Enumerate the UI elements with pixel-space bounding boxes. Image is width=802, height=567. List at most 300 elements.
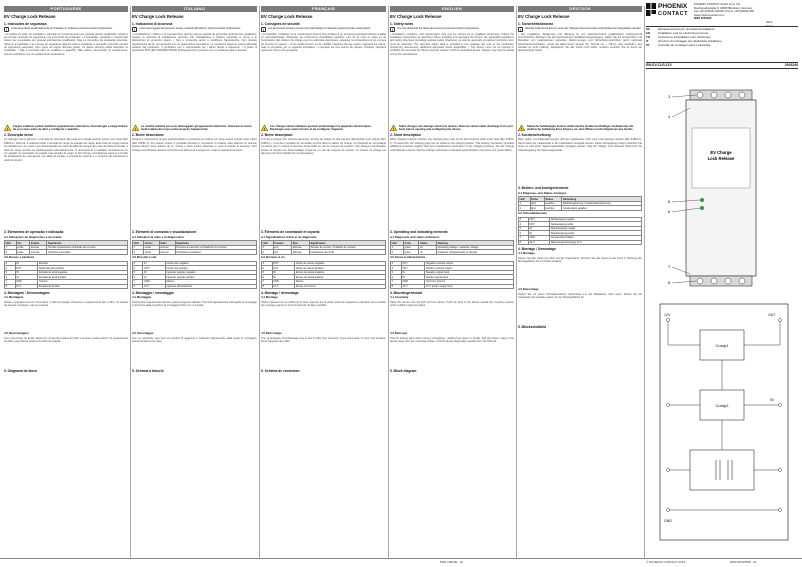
block-label: Comp2 bbox=[715, 403, 729, 408]
callout-number: 5 bbox=[668, 199, 671, 204]
table-row bbox=[391, 284, 514, 289]
body-text: Instale o equipamento por cima sobre o trilho de fixação. Pressione o equipamento até o trilho, no sentido da área de montagem, até se encaixar. bbox=[4, 300, 128, 308]
table-head: État bbox=[292, 241, 310, 246]
table-cell: IN bbox=[15, 270, 38, 275]
body-text: Durante il caricamento di auto elettriche/ibride il connettore di ricarica non deve essere estratto sotto carico (IEC 61851-1). Per questo motivo è possibile bloccare il connettore di ricarica nella stazione di ricarica. Questo blocco viene attivato da un motore e deve essere sbloccato in caso di caduta di tensione. L'EV Charge Lock Release assume la funzione di sblocco di emergenza in caso di caduta di tensione. bbox=[132, 138, 257, 152]
section-elements: 3. Elementi di comando e visualizzazione bbox=[132, 230, 197, 235]
section-safety: 1. Indicazioni di sicurezza bbox=[132, 21, 173, 26]
table-cell: OUT bbox=[272, 261, 295, 266]
table-cell: vert bbox=[273, 245, 292, 250]
table-cell: 1 bbox=[133, 245, 144, 250]
subsection: 4.1 Assembly bbox=[390, 295, 409, 300]
table-cell: grün bbox=[530, 201, 544, 206]
terminal-table bbox=[390, 261, 514, 290]
table-cell: 1 bbox=[5, 245, 17, 250]
table-cell: Spannungsversorgung 12 V bbox=[550, 240, 642, 245]
section-safety: 1. Safety notes bbox=[390, 21, 414, 26]
table-head: LED bbox=[519, 197, 531, 202]
table-caption: 3.2 Bornes e parafuso bbox=[4, 254, 35, 259]
table-cell: verde bbox=[16, 245, 30, 250]
table-cell: IN bbox=[401, 270, 425, 275]
info-icon: i bbox=[520, 27, 521, 32]
table-cell: 12 V bbox=[528, 240, 549, 245]
info-note bbox=[261, 27, 386, 32]
table-cell: green bbox=[403, 245, 419, 250]
table-cell: GND bbox=[143, 279, 166, 284]
warning-text: Statische Aufladungen können elektronische Geräte beschädigen. Entladen Sie die elektrische Aufladung Ihres Körpers vor dem Öffnen und Konfigurieren des Geräts. bbox=[527, 124, 634, 131]
device-drawing bbox=[650, 88, 798, 288]
device-label: Lock Release bbox=[707, 156, 735, 161]
warning-text: Static charges can damage electronic devices. Remove electrostatic discharge from your body before opening and configuring the device. bbox=[399, 124, 513, 131]
table-cell: Signaleingang negativ bbox=[550, 226, 642, 231]
table-cell: Conducteur raccordé bbox=[309, 250, 385, 255]
table-cell: 3 bbox=[519, 217, 529, 222]
table-cell: IN bbox=[272, 275, 295, 280]
body-text: • L'installazione, l'utilizzo e la manutenzione devono essere eseguiti da personale elettrotecnico qualificato. Seguire le istruzioni di installazione descritte. Per l'installazione e l'utilizzo rispettare le norme e le disposizioni di sicurezza vigenti. • Non è consentito aprire o modificare l'apparecchio. Non riparare l'apparecchio da sé, ma sostituirlo con un apparecchio equivalente. Le riparazioni possono essere effettuate soltanto dal produttore. Il produttore non è responsabile per i danni dovuti a violazione. • Il grado di protezione IP20 (IEC 60529/EN 60529) dell'apparecchio è previsto per un ambiente pulito e asciutto. bbox=[132, 32, 257, 53]
table-cell: 8 bbox=[262, 284, 273, 289]
table-cell: Kondensator geladen bbox=[562, 206, 642, 211]
body-text: Place the device onto the DIN rail from above. Push the front of the device toward the mounting surface until it audibly snaps into place. bbox=[390, 300, 514, 308]
warning-icon bbox=[518, 125, 525, 131]
body-text: Ao carregar carros elétricos, a tomada de carrocaria não pode ser retirada quando estiver sob carga (IEC 61851-1). Para tal, é possível travar a tomada de carga na estação de carga. Esta trava de carga precisa ser ativada com um motor e ser desbloqueada em caso de falha de energia. Em caso de falha da tensão, a trava de carga precisa ser desbloqueada automaticamente. O acionamento é realizado normalmente por um atuador no controlador do estado e da estação de carga. O EV Charge Lock Release assume a função de desbloqueio de emergência com falha da tensão. A entrada de controle e o conector são acessíveis a partir do interior. bbox=[4, 138, 128, 162]
svg-text:!: ! bbox=[6, 125, 9, 131]
table-cell: leuchtet bbox=[544, 201, 562, 206]
article-number: 2903246 bbox=[784, 63, 798, 68]
page-footer bbox=[0, 558, 802, 567]
table-cell: 5 bbox=[262, 270, 273, 275]
table-cell: 4 bbox=[262, 266, 273, 271]
table-cell: 5 bbox=[133, 270, 143, 275]
info-note bbox=[132, 27, 257, 32]
table-cell: IN bbox=[15, 275, 38, 280]
table-cell: Entrée de signal négative bbox=[295, 270, 386, 275]
terminal-table bbox=[4, 261, 128, 290]
section-mounting: 4. Montage / démontage bbox=[261, 291, 299, 296]
callout-number: 6 bbox=[668, 209, 671, 214]
table-row bbox=[133, 250, 257, 255]
svg-text:!: ! bbox=[392, 125, 395, 131]
info-note bbox=[518, 27, 642, 32]
table-cell: 2 bbox=[262, 250, 274, 255]
section-safety: 1. Instruções de segurança bbox=[4, 21, 47, 26]
table-head: Cor bbox=[16, 241, 30, 246]
info-icon: i bbox=[392, 27, 393, 32]
table-caption: 3.1 Indicatori di stato e di diagnostica bbox=[132, 234, 184, 239]
body-text: Beim Laden von Elektrofahrzeugen darf der Ladestecker nicht unter Last gezogen werden (IEC 61851-1). Hierzu kann der Ladestecker in der Ladestation verriegelt werden. Diese Verriegelung erfolgt motorisch und muss im Fall eines Spannungsausfalls entriegelt werden. Das EV Charge Lock Release übernimmt die Notentriegelung bei Spannungsausfall. bbox=[518, 138, 642, 152]
section-description: 2. Breve descrizione bbox=[132, 133, 164, 138]
body-text: Pull the locking latch down using a screwdriver, needle-nose pliers or similar. Pull the bottom edge of the device away from the mounting surface. Pull the device diagonally upwards from the DIN rail. bbox=[390, 336, 514, 343]
body-text: Posizionare l'apparecchio dal lato guida di supporto dall'alto. Premere l'apparecchio sulla guida di montaggio in direzione della superficie di montaggio finché non si innesta. bbox=[132, 300, 257, 308]
section-mounting: 4. Mounting/removal bbox=[390, 291, 423, 296]
table-cell: on bbox=[419, 250, 437, 255]
led-1 bbox=[700, 198, 704, 202]
column-divider bbox=[644, 6, 645, 558]
table-cell: Sortie de réseau positive bbox=[295, 266, 386, 271]
table-cell: leuchtet bbox=[544, 206, 562, 211]
table-caption: 3.1 Diagnostic and status indicators bbox=[390, 234, 440, 239]
block-diagram bbox=[650, 300, 798, 550]
table-cell: IN bbox=[528, 231, 549, 236]
svg-text:!: ! bbox=[134, 125, 137, 131]
table-cell: allumée bbox=[292, 250, 310, 255]
table-cell: 5 bbox=[5, 270, 16, 275]
doc-title: EV Charge Lock Release bbox=[390, 14, 442, 19]
svg-text:!: ! bbox=[520, 125, 523, 131]
table-cell: allumée bbox=[292, 245, 310, 250]
table-cell: Negative signal input bbox=[425, 270, 514, 275]
table-cell: Sortie de réseau négative bbox=[295, 261, 386, 266]
table-cell: Positive signal input bbox=[425, 275, 514, 280]
section-description: 2. Descrição breve bbox=[4, 133, 34, 138]
logo-text: PHOENIX bbox=[658, 3, 688, 10]
section-description: 2. Brève description bbox=[261, 133, 293, 138]
table-head: Farbe bbox=[530, 197, 544, 202]
document-header bbox=[646, 2, 798, 82]
phoenix-contact-logo bbox=[646, 2, 690, 24]
table-caption: 3.1 Indicações de diagnóstico e de estado bbox=[4, 234, 62, 239]
table-cell: 12 V bbox=[143, 284, 166, 289]
language-row: PT Instrução de montagem para o eletricista bbox=[646, 42, 711, 47]
table-cell: verde bbox=[144, 250, 160, 255]
table-cell: Massa bbox=[165, 279, 256, 284]
callout-number: 4 bbox=[668, 114, 671, 119]
table-row bbox=[262, 250, 386, 255]
subsection: 4.2 Smontaggio bbox=[132, 330, 154, 335]
table-cell: Uscita rete positiva bbox=[165, 266, 256, 271]
table-head: LED bbox=[5, 241, 17, 246]
section-elements: 3. Éléments de commande et voyants bbox=[261, 230, 320, 235]
section-mounting: 4. Montage / Demontage bbox=[518, 247, 556, 252]
warning bbox=[261, 125, 386, 132]
table-cell: Tensione di esercizio e limitazione di corrente bbox=[175, 245, 256, 250]
info-note bbox=[4, 27, 128, 32]
body-text: Con un cacciavite, fare leva sul piedino di aggancio e sollevare l'apparecchio dalla guida di montaggio, quindi estrarlo verso l'alto. bbox=[132, 336, 257, 343]
table-head: Estado bbox=[30, 241, 47, 246]
led-table bbox=[132, 240, 257, 255]
table-cell: Conduttore conduttore bbox=[175, 250, 256, 255]
table-caption: 3.2 Schraubklemmen bbox=[518, 210, 547, 215]
warning-text: Le cariche statiche possono danneggiare gli apparecchi elettronici. Scaricare la carica elettrostatica del corpo prima di aprire l'apparecchio. bbox=[141, 124, 252, 131]
footer-copyright: © PHOENIX CONTACT 2013 bbox=[646, 560, 686, 564]
lang-header: FRANÇAIS bbox=[261, 6, 386, 12]
body-text: Placer l'appareil sur le profilé par le haut. Appuyer sur la partie avant de l'appareil en direction de la surface de montage jusqu'à ce qu'il s'enclenche de façon audible. bbox=[261, 300, 386, 308]
led-2 bbox=[700, 206, 704, 210]
table-head: Significato bbox=[175, 241, 256, 246]
section-elements: 3. Operating and indicating elements bbox=[390, 230, 448, 235]
table-caption: 3.2 Screw terminal blocks bbox=[390, 254, 426, 259]
table-cell: 8 bbox=[133, 284, 143, 289]
table-cell: Negative network output bbox=[425, 261, 514, 266]
table-cell: Saída da rede positiva bbox=[38, 266, 128, 271]
company-address bbox=[694, 3, 773, 28]
table-cell: Gemeinsame Masse bbox=[550, 235, 642, 240]
table-cell: OUT bbox=[401, 266, 425, 271]
doc-title: EV Charge Lock Release bbox=[132, 14, 184, 19]
warning-icon bbox=[4, 125, 11, 131]
table-cell: OUT bbox=[401, 261, 425, 266]
lang-header: DEUTSCH bbox=[518, 6, 642, 12]
table-cell: 2 bbox=[5, 250, 17, 255]
info-note-text: You can download the latest documents at phoenixcontact.net/products. bbox=[397, 26, 480, 30]
terminal-label: 12V bbox=[664, 313, 671, 317]
column-english bbox=[390, 6, 514, 558]
column-divider bbox=[259, 6, 260, 558]
table-cell: Entrada de sinal positiva bbox=[38, 275, 128, 280]
table-row bbox=[519, 240, 642, 245]
table-cell: Entrada de sinal negativa bbox=[38, 270, 128, 275]
column-divider bbox=[516, 6, 517, 558]
table-caption: 3.1 Signalisations d'état et de diagnostic bbox=[261, 234, 317, 239]
block-capacitor-bank bbox=[690, 450, 754, 490]
terminal-table bbox=[132, 261, 257, 290]
body-text: Setzen Sie das Gerät von oben auf die Tragschiene. Drücken Sie das Gerät an der Front in Richtung der Montagefläche bis es hörbar einrastet. bbox=[518, 256, 642, 264]
table-head: Significado bbox=[47, 241, 128, 246]
table-cell: 6 bbox=[519, 231, 529, 236]
warning-icon bbox=[132, 125, 139, 131]
table-cell: 3 bbox=[262, 261, 273, 266]
column-portuguese bbox=[4, 6, 128, 558]
info-icon: i bbox=[263, 27, 264, 32]
language-row: DE Einbauanweisung für den Elektroinstallateur bbox=[646, 27, 715, 31]
subsection: 4.1 Montage bbox=[261, 295, 278, 300]
table-cell: 12 V power supply input bbox=[425, 284, 514, 289]
section-block-diagram: 5. Schema a blocchi bbox=[132, 368, 164, 373]
lang-header: ENGLISH bbox=[390, 6, 514, 12]
table-cell: acceso bbox=[159, 250, 175, 255]
article-name: EM-EV-CLR-12V bbox=[646, 63, 672, 68]
table-row bbox=[133, 284, 257, 289]
table-cell: 2 bbox=[133, 250, 144, 255]
table-cell: Netzausgang positiv bbox=[550, 222, 642, 227]
svg-text:!: ! bbox=[263, 125, 266, 131]
body-text: • L'installation, l'utilisation et la maintenance doivent être confiées à un personnel spécialisé dûment qualifié en électrotechnique. Respecter les instructions d'installation décrites. Lors de la mise en place et de l'exploitation des stations de charge pour les véhicules électriques, respecter les dispositions et les normes de sécurité en vigueur. • Il est interdit d'ouvrir ou de modifier l'appareil. Ne pas réparer l'appareil soi-même, mais le remplacer par un appareil équivalent. • L'appareil est une source de risques. Protégez l'appareil contre les chocs et la poussière. bbox=[261, 32, 386, 53]
warning bbox=[518, 125, 642, 132]
section-safety: 1. Sicherheitshinweise bbox=[518, 21, 554, 26]
table-caption: 3.1 Diagnose- und Status-Anzeigen bbox=[518, 190, 567, 195]
table-cell: 3 bbox=[391, 261, 402, 266]
table-cell: Signaleingang positiv bbox=[550, 231, 642, 236]
info-note-text: Aktuelle Dokumente können unter der Adresse phoenixcontact.net/produkte heruntergeladen werden. bbox=[525, 26, 642, 30]
subsection: 4.1 Montage bbox=[518, 251, 535, 256]
table-cell: acende bbox=[30, 245, 47, 250]
table-head: Stato bbox=[159, 241, 175, 246]
table-cell: Entrée de signal positive bbox=[295, 275, 386, 280]
column-italian bbox=[132, 6, 257, 558]
table-cell: Capacitor charged/ready to operate bbox=[437, 250, 514, 255]
table-cell: Tension de service / limitation de courant bbox=[309, 245, 385, 250]
column-divider bbox=[388, 6, 389, 558]
table-cell: 5 bbox=[391, 270, 402, 275]
company-phone: Fax +49-(0)5235-341200, Phone +49-(0)5235-300 bbox=[694, 10, 754, 13]
section-description: 2. Kurzbeschreibung bbox=[518, 133, 551, 138]
table-cell: 8 bbox=[519, 240, 529, 245]
info-icon: i bbox=[134, 27, 135, 32]
section-description: 2. Short description bbox=[390, 133, 421, 138]
table-cell: 7 bbox=[391, 279, 402, 284]
table-cell: Ground bbox=[38, 279, 128, 284]
table-row bbox=[5, 250, 128, 255]
table-cell: Tensão operacional e limitação de corrente bbox=[47, 245, 128, 250]
subsection: 4.1 Montagem bbox=[4, 295, 24, 300]
table-cell: Common ground bbox=[425, 279, 514, 284]
section-elements: 3. Bedien- und Anzeigeelemente bbox=[518, 186, 569, 191]
footer-dnr: DNR 83137508 - 01 bbox=[730, 560, 757, 564]
table-cell: IN bbox=[143, 275, 166, 280]
terminal-table bbox=[518, 217, 642, 246]
table-caption: 3.2 Borniers à vis bbox=[261, 254, 285, 259]
table-cell: 1 bbox=[519, 201, 531, 206]
table-cell: Uscita rete negativa bbox=[165, 261, 256, 266]
logo-icon bbox=[646, 3, 657, 21]
table-cell: OUT bbox=[528, 217, 549, 222]
table-cell: 7 bbox=[519, 235, 529, 240]
table-cell: 6 bbox=[262, 275, 273, 280]
table-cell: 7 bbox=[133, 279, 143, 284]
section-safety: 1. Consignes de sécurité bbox=[261, 21, 300, 26]
subsection: 4.2 Démontage bbox=[261, 330, 282, 335]
section-mounting: 4. Montagem / Desmontagem bbox=[4, 291, 50, 296]
table-cell: OUT bbox=[15, 266, 38, 271]
callout-number: 3 bbox=[668, 94, 671, 99]
language-row: IT Istruzioni di montaggio per l'elettricista installatore bbox=[646, 38, 722, 43]
table-cell: 6 bbox=[391, 275, 402, 280]
table-cell: Betriebsspannung / Kondensatorspannung bbox=[562, 201, 642, 206]
lang-header: PORTUGUÊSE bbox=[4, 6, 128, 12]
table-cell: Entrada bbox=[38, 261, 128, 266]
table-cell: Ingresso alimentazione bbox=[165, 284, 256, 289]
block-label: Comp1 bbox=[715, 343, 729, 348]
table-head: Status bbox=[419, 241, 437, 246]
section-block-diagram: 5. Schéma de connexion bbox=[261, 368, 300, 373]
table-row bbox=[519, 206, 642, 211]
table-cell: 8 bbox=[391, 284, 402, 289]
table-cell: 7 bbox=[262, 279, 273, 284]
body-text: When charging electric vehicles, the charging plug must not be disconnected while under load (IEC 61851-1). To avoid this, the charging plug can be locked in the charging station. This locking mechanism provides additional protection against theft and unauthorized interruption of the charging process. The EV Charge Lock Release ensures that the locking mechanism is released automatically in the event of a power failure. bbox=[390, 138, 514, 152]
body-text: • Die Installation, Bedienung und Wartung ist von elektrotechnisch qualifiziertem Fachpersonal durchzuführen. Befolgen Sie die beschriebenen Installationsanweisungen. Halten Sie die bei Errichten und Betreiben von Ladestationen geltenden Bestimmungen und Sicherheitsvorschriften (auch nationale Sicherheitsvorschriften), sowie die allgemeinen Regeln der Technik ein. • Öffnen oder Verändern des Gerätes ist nicht zulässig. Reparieren Sie das Gerät nicht selbst, sondern ersetzen Sie es durch ein gleichwertiges Gerät. bbox=[518, 32, 642, 53]
body-text: Lors de la charge d'un véhicule électrique, la fiche de charge ne doit pas être débranchée sous charge (IEC 61851-1). Il est donc possible de verrouiller la fiche dans la station de charge. Ce dispositif de verrouillage est activé par un moteur et doit être déverrouillé en cas de coupure de courant. L'EV Charge Lock Release assure la fonction de déverrouillage d'urgence en cas de coupure de tension. Le réseau de charge est alimenté par l'intermédiaire de condensateurs. bbox=[261, 138, 386, 155]
led-table bbox=[518, 196, 642, 211]
table-cell: 5 bbox=[519, 226, 529, 231]
table-row bbox=[262, 284, 386, 289]
terminal-table bbox=[261, 261, 386, 290]
lang-header: ITALIANO bbox=[132, 6, 257, 12]
table-row bbox=[391, 250, 514, 255]
table-cell: OUT bbox=[528, 222, 549, 227]
logo-text: CONTACT bbox=[658, 11, 688, 17]
table-head: Colore bbox=[144, 241, 160, 246]
subsection: 4.2 Demontage bbox=[518, 286, 539, 291]
warning-text: Cargas estáticas podem danificar equipamentos eletrônicos. Descarregar a carga elétrica de seu corpo antes de abrir e configurar o aparelho. bbox=[13, 124, 128, 131]
table-cell: IN bbox=[528, 226, 549, 231]
company-street: Flachsmarktstraße 8, 32825 Blomberg, Germany bbox=[694, 6, 753, 10]
table-cell: Masse bbox=[295, 279, 386, 284]
table-head: Bedeutung bbox=[562, 197, 642, 202]
table-cell: acende bbox=[30, 250, 47, 255]
section-block-diagram: 5. Blockschaltbild bbox=[518, 324, 547, 329]
table-cell: Ingresso segnale negativo bbox=[165, 270, 256, 275]
article-row bbox=[646, 62, 798, 69]
led-table bbox=[4, 240, 128, 255]
table-cell: vert bbox=[273, 250, 292, 255]
subsection: 4.2 Removal bbox=[390, 330, 407, 335]
table-cell: on bbox=[419, 245, 437, 250]
subsection: 4.1 Montaggio bbox=[132, 295, 152, 300]
doc-date: 2013-03-12 bbox=[766, 21, 773, 28]
column-german bbox=[518, 6, 642, 558]
warning-icon bbox=[390, 125, 397, 131]
company-url: www.phoenixcontact.com bbox=[694, 13, 725, 17]
table-cell: Entrée de tension bbox=[295, 284, 386, 289]
table-cell: Operating voltage / capacitor voltage bbox=[437, 245, 514, 250]
table-cell: 2 bbox=[391, 250, 404, 255]
table-cell: verde bbox=[16, 250, 30, 255]
company-name: PHOENIX CONTACT GmbH & Co. KG bbox=[694, 3, 741, 6]
table-cell: 1 bbox=[391, 245, 404, 250]
footer-pnr: PNR 106400 - 01 bbox=[440, 560, 464, 564]
column-divider bbox=[130, 6, 131, 558]
table-cell: 2 bbox=[519, 206, 531, 211]
table-cell: 6 bbox=[5, 275, 16, 280]
terminal-label: OUT bbox=[768, 313, 776, 317]
warning-text: Les charges électrostatiques peuvent endommager les appareils électroniques. Déchargez-vous avant d'ouvrir et de configurer l'appareil. bbox=[270, 124, 372, 131]
warning bbox=[4, 125, 128, 132]
table-cell: OUT bbox=[272, 266, 295, 271]
table-cell: acceso bbox=[159, 245, 175, 250]
table-head: Color bbox=[403, 241, 419, 246]
table-cell: grün bbox=[530, 206, 544, 211]
table-cell: IN bbox=[272, 270, 295, 275]
body-text: Ziehen Sie mit einem Schraubendreher, Spitzzange o.ä. die Rastlasche nach unten. Ziehen Sie die Unterkante des Gerätes etwas von der Montagefläche ab. bbox=[518, 292, 642, 299]
table-cell: 12 V bbox=[15, 284, 38, 289]
language-row: EN Installation note for electrical personnel bbox=[646, 30, 709, 35]
doc-title: EV Charge Lock Release bbox=[261, 14, 313, 19]
section-block-diagram: 5. Diagrama de bloco bbox=[4, 368, 38, 373]
table-cell: 8 bbox=[5, 284, 16, 289]
table-cell: 12 V bbox=[272, 284, 295, 289]
doc-title: EV Charge Lock Release bbox=[518, 14, 570, 19]
body-text: Com uma chave de fenda, afaste de a trava de encaixe do trilho e levante a parte inferior do equipamento do trilho, para depois retirá-lo do trilho de fixação. bbox=[4, 336, 128, 343]
table-cell: GND bbox=[528, 235, 549, 240]
info-note bbox=[390, 27, 514, 32]
warning-icon bbox=[261, 125, 268, 131]
table-caption: 3.2 Morsetti a vite bbox=[132, 254, 157, 259]
table-cell: IN bbox=[401, 275, 425, 280]
info-note-text: Les documents actuels peuvent être téléchargés à l'adresse phoenixcontact.net/products. bbox=[268, 26, 371, 30]
callout-number: 7 bbox=[668, 264, 671, 269]
warning bbox=[390, 125, 514, 132]
table-cell: GND bbox=[401, 279, 425, 284]
info-note-text: I documenti aggiornati possono essere scaricati all'indirizzo phoenixcontact.net/products. bbox=[139, 26, 241, 30]
table-cell: 6 bbox=[133, 275, 143, 280]
table-cell: Ingresso segnale positivo bbox=[165, 275, 256, 280]
table-head: Signification bbox=[309, 241, 385, 246]
table-head: Meaning bbox=[437, 241, 514, 246]
device-label: EV Charge bbox=[710, 150, 732, 155]
section-block-diagram: 5. Block diagram bbox=[390, 368, 417, 373]
table-row bbox=[5, 284, 128, 289]
table-cell: Netzausgang negativ bbox=[550, 217, 642, 222]
table-cell: Positive network output bbox=[425, 266, 514, 271]
table-cell: green bbox=[403, 250, 419, 255]
table-cell: 3 bbox=[5, 261, 16, 266]
section-elements: 3. Elementos de operação e indicação bbox=[4, 230, 64, 235]
table-cell: IN bbox=[15, 261, 38, 266]
table-cell: 4 bbox=[133, 266, 143, 271]
table-head: LED bbox=[391, 241, 404, 246]
table-cell: 7 bbox=[5, 279, 16, 284]
table-cell: 1 bbox=[262, 245, 274, 250]
section-mounting: 4. Montaggio / smontaggio bbox=[132, 291, 174, 296]
